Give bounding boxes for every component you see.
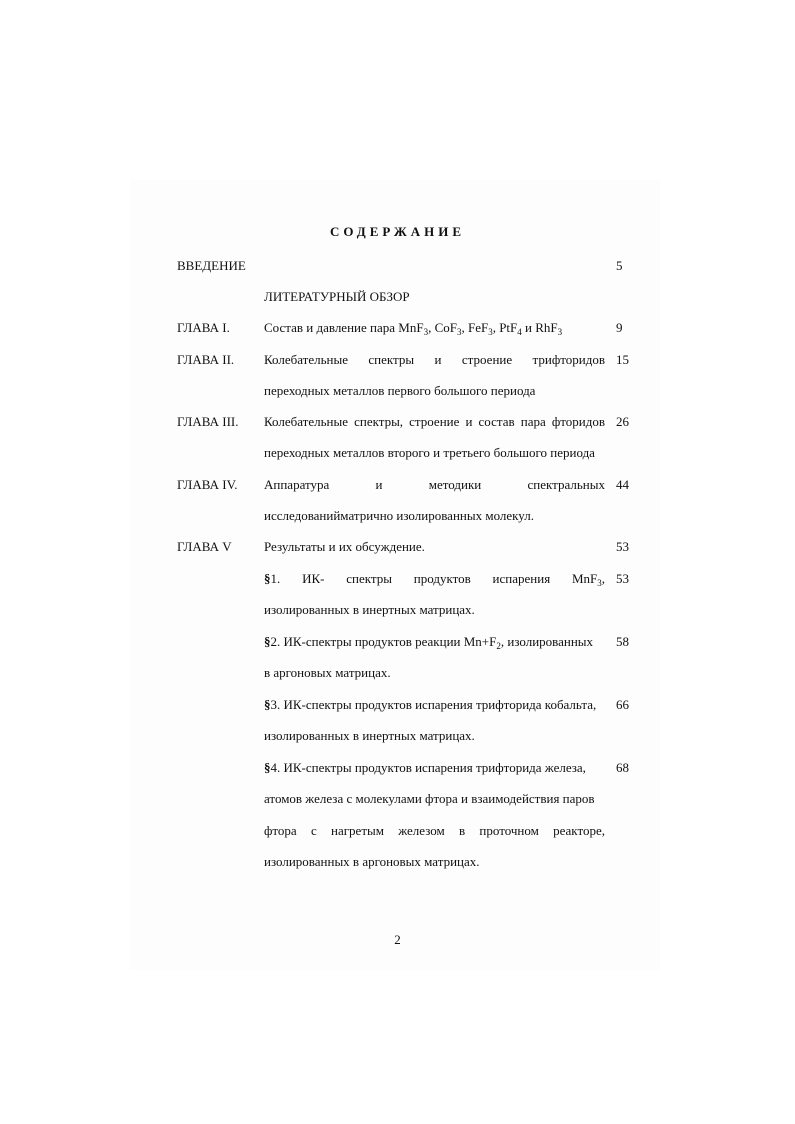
toc-subsection-3-cont: [177, 728, 629, 748]
toc-text: фтора с нагретым железом в проточном реакторе,: [264, 823, 605, 838]
toc-text: изолированных в инертных матрицах.: [264, 602, 475, 617]
toc-entry-chapter-3[interactable]: [177, 414, 629, 434]
toc-text: §3. ИК-спектры продуктов испарения трифторида кобальта,: [264, 697, 597, 712]
page-number: 2: [394, 932, 401, 947]
section-sign: §: [264, 571, 271, 586]
toc-entry-intro[interactable]: [177, 258, 629, 278]
toc-text: Колебательные спектры и строение трифторидов: [264, 352, 605, 367]
toc-text: исследованийматрично изолированных молекул.: [264, 508, 534, 523]
toc-page: 58: [616, 634, 629, 649]
toc-text: Результаты и их обсуждение.: [264, 539, 425, 554]
section-sign: §: [264, 760, 271, 775]
toc-page: 5: [616, 258, 623, 273]
toc-subsection-4[interactable]: [177, 760, 629, 780]
toc-subsection-2[interactable]: [177, 634, 629, 654]
toc-subsection-1-cont: [177, 602, 629, 622]
toc-entry-chapter-2[interactable]: [177, 352, 629, 372]
toc-subsection-2-cont: [177, 665, 629, 685]
toc-text: Колебательные спектры, строение и состав пара фторидов: [264, 414, 605, 429]
toc-label: ГЛАВА III.: [177, 414, 239, 429]
toc-label: ГЛАВА II.: [177, 352, 235, 367]
toc-page: 44: [616, 477, 629, 492]
toc-section-heading[interactable]: [177, 289, 629, 309]
toc-text: переходных металлов первого большого периода: [264, 383, 536, 398]
toc-text: ЛИТЕРАТУРНЫЙ ОБЗОР: [264, 289, 410, 304]
toc-label: ГЛАВА I.: [177, 320, 230, 335]
section-sign: §: [264, 634, 271, 649]
toc-text: Состав и давление пара MnF$_3$, CoF$_3$, FeF$_3$, PtF$_4$ и RhF$_3$: [264, 320, 563, 337]
page-title: СОДЕРЖАНИЕ: [329, 224, 466, 239]
toc-entry-chapter-2-cont: [177, 383, 629, 403]
toc-entry-chapter-4[interactable]: [177, 477, 629, 497]
toc-text: §4. ИК-спектры продуктов испарения трифторида железа,: [264, 760, 586, 775]
toc-text: в аргоновых матрицах.: [264, 665, 391, 680]
section-sign: §: [264, 697, 271, 712]
toc-text: переходных металлов второго и третьего большого периода: [264, 445, 595, 460]
toc-subsection-4-cont: [177, 823, 629, 843]
toc-entry-chapter-1[interactable]: [177, 320, 629, 340]
toc-subsection-4-cont: [177, 791, 629, 811]
toc-page: 53: [616, 539, 629, 554]
toc-subsection-4-cont: [177, 854, 629, 874]
toc-text: §2. ИК-спектры продуктов реакции $Mn+F_2$, изолированных: [264, 634, 594, 651]
toc-entry-chapter-3-cont: [177, 445, 629, 465]
toc-page: 26: [616, 414, 629, 429]
toc-label: ГЛАВА V: [177, 539, 232, 554]
toc-page: 53: [616, 571, 629, 586]
toc-text: атомов железа с молекулами фтора и взаимодействия паров: [264, 791, 595, 806]
toc-page: 68: [616, 760, 629, 775]
toc-subsection-1[interactable]: [177, 571, 629, 591]
toc-text: изолированных в инертных матрицах.: [264, 728, 475, 743]
toc-page: 9: [616, 320, 623, 335]
toc-entry-chapter-4-cont: [177, 508, 629, 528]
toc-entry-chapter-5[interactable]: [177, 539, 629, 559]
toc-text: §1. ИК- спектры продуктов испарения MnF$_3$,: [264, 571, 606, 588]
toc-page: 66: [616, 697, 629, 712]
toc-subsection-3[interactable]: [177, 697, 629, 717]
toc-page: 15: [616, 352, 629, 367]
toc-label: ГЛАВА IV.: [177, 477, 238, 492]
toc-text: изолированных в аргоновых матрицах.: [264, 854, 480, 869]
toc-label: ВВЕДЕНИЕ: [177, 258, 246, 273]
toc-text: Аппаратура и методики спектральных: [264, 477, 605, 492]
